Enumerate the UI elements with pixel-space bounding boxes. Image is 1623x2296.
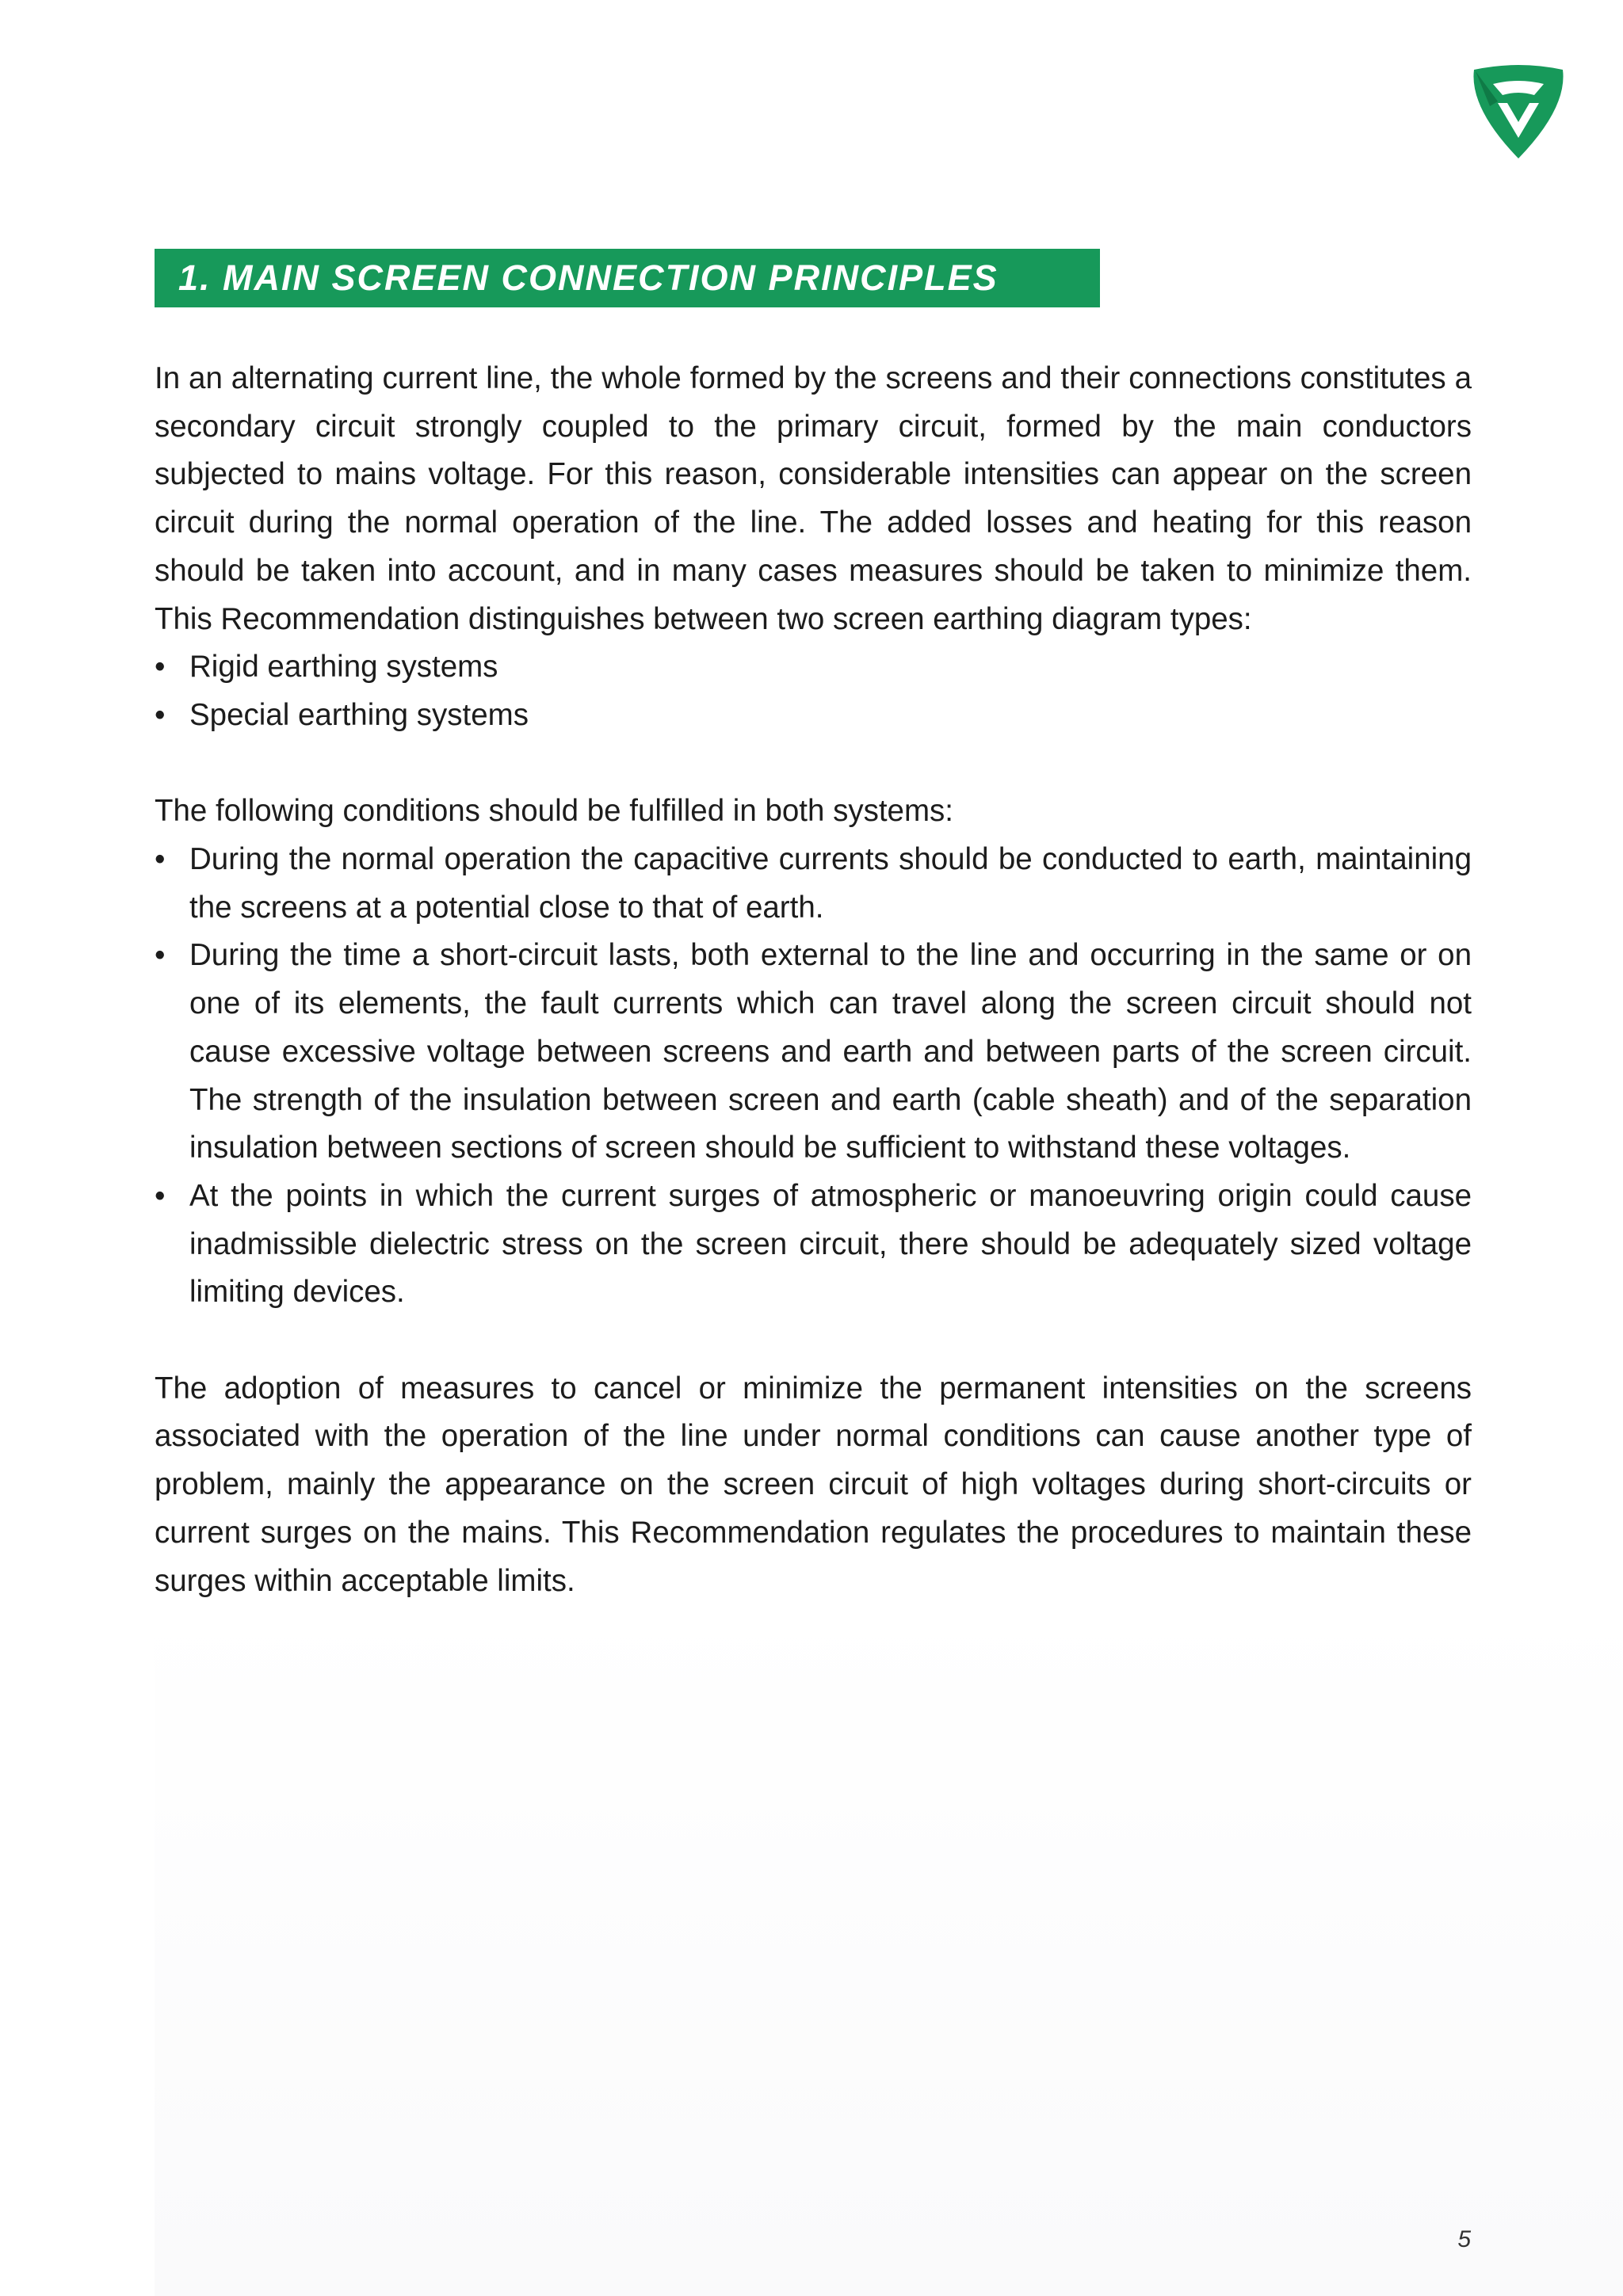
paragraph-gap (155, 740, 1472, 788)
list-item (155, 692, 1472, 740)
section-heading (155, 249, 1100, 307)
bullet-icon: • (155, 938, 166, 973)
list-item-text: During the time a short-circuit lasts, both external to the line and occurring in the same or on one of its elements, the fault currents which can travel along the screen circuit should not cause excessive voltage between screens and earth and between parts of the screen circuit. The strength of the insulation between screen and earth (cable sheath) and of the separation insulation between sections of screen should be sufficient to withstand these voltages. (189, 938, 1472, 1165)
section-heading-text: 1. MAIN SCREEN CONNECTION PRINCIPLES (178, 257, 999, 298)
bullet-icon: • (155, 842, 166, 877)
document-body (155, 355, 1472, 1605)
list-item-text: Rigid earthing systems (189, 650, 498, 685)
page-background (155, 1600, 1623, 2296)
conditions-intro: The following conditions should be fulfilled in both systems: (155, 794, 953, 829)
bullet-icon: • (155, 650, 166, 685)
bullet-icon: • (155, 1178, 166, 1213)
closing-paragraph: The adoption of measures to cancel or minimize the permanent intensities on the screens associated with the operation of the line under normal conditions can cause another type of problem, mainly the appearance on the screen circuit of high voltages during short-circuits or current surges on the mains. This Recommendation regulates the procedures to maintain these surges within acceptable limits. (155, 1371, 1472, 1598)
earthing-types-list (155, 643, 1472, 739)
list-item-text: Special earthing systems (189, 697, 529, 732)
intro-paragraph: In an alternating current line, the whole formed by the screens and their connections constitutes a secondary circuit strongly coupled to the primary circuit, formed by the main conductors subjected to mains voltage. For this reason, considerable intensities can appear on the screen circuit during the normal operation of the line. The added losses and heating for this reason should be taken into account, and in many cases measures should be taken to minimize them. This Recommendation distinguishes between two screen earthing diagram types: (155, 361, 1472, 636)
list-item (155, 836, 1472, 932)
bullet-icon: • (155, 697, 166, 732)
list-item-text: During the normal operation the capacitive currents should be conducted to earth, maintaining the screens at a potential close to that of earth. (189, 842, 1472, 925)
green-shield-logo-icon (1466, 59, 1571, 162)
conditions-list (155, 836, 1472, 1317)
list-item (155, 1173, 1472, 1317)
list-item (155, 643, 1472, 692)
list-item (155, 932, 1472, 1173)
paragraph-gap (155, 1317, 1472, 1365)
page-number: 5 (1457, 2226, 1471, 2252)
list-item-text: At the points in which the current surges of atmospheric or manoeuvring origin could cause inadmissible dielectric stress on the screen circuit, there should be adequately sized voltage limiting devices. (189, 1178, 1472, 1310)
